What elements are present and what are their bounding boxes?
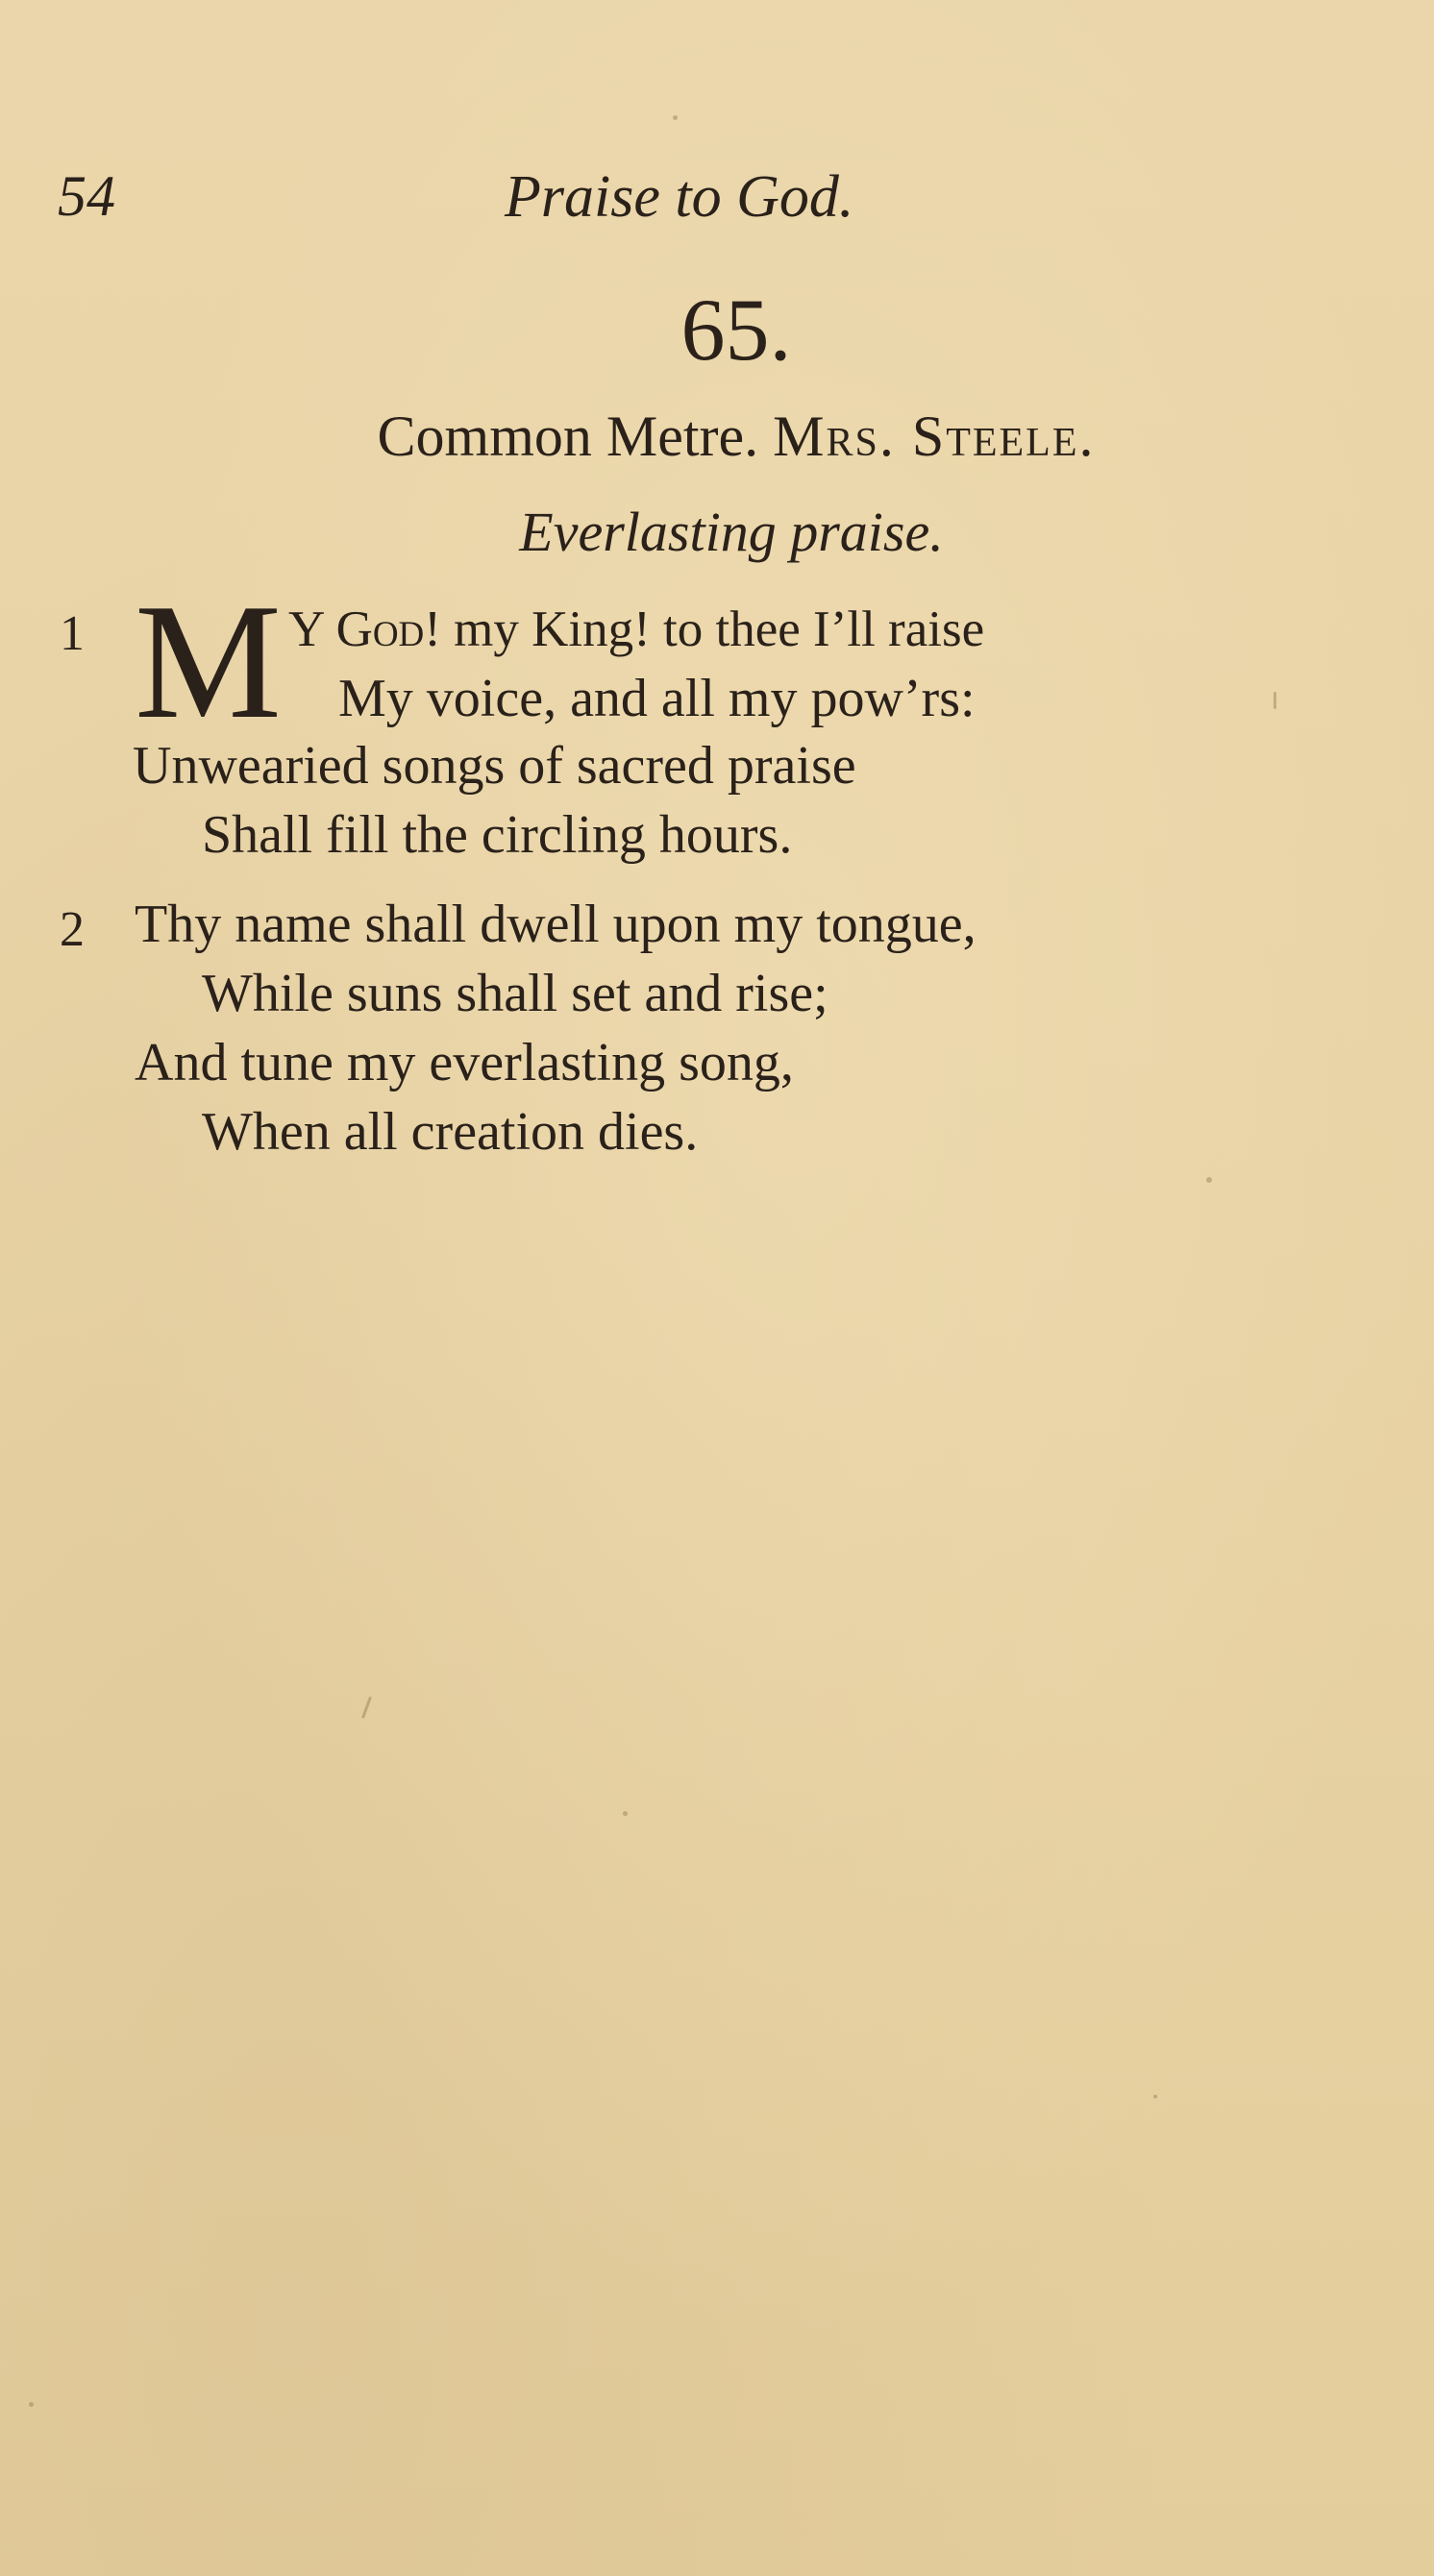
meter-label: Common Metre. (377, 405, 759, 468)
verse-line: Y God! my King! to thee I’ll raise (288, 601, 985, 657)
paper-speck (1206, 1177, 1212, 1183)
running-head (0, 163, 1434, 240)
page-number: 54 (58, 164, 115, 228)
paper-speck (1273, 692, 1276, 709)
verse-line: And tune my everlasting song, (135, 1033, 794, 1092)
verse-line: Unwearied songs of sacred praise (133, 736, 856, 796)
verse-line: Thy name shall dwell upon my tongue, (135, 895, 977, 954)
verse-number: 2 (60, 902, 85, 957)
verse-line: While suns shall set and rise; (202, 964, 828, 1023)
verse-line: Shall fill the circling hours. (202, 805, 793, 865)
hymn-number: 65. (680, 281, 792, 379)
page-heading: Praise to God. (505, 164, 854, 230)
meter-line (0, 404, 1434, 470)
hymn-subject: Everlasting praise. (519, 501, 944, 563)
paper-speck (623, 1811, 628, 1816)
paper-speck (1153, 2095, 1157, 2098)
paper-speck (29, 2402, 34, 2407)
author-name: Mrs. Steele. (773, 405, 1096, 468)
verse-line: When all creation dies. (202, 1102, 699, 1162)
drop-cap: M (135, 571, 282, 753)
paper-speck (673, 115, 678, 120)
verse-number: 1 (60, 606, 85, 661)
paper-speck (361, 1696, 372, 1719)
verse-line: My voice, and all my pow’rs: (338, 669, 976, 728)
